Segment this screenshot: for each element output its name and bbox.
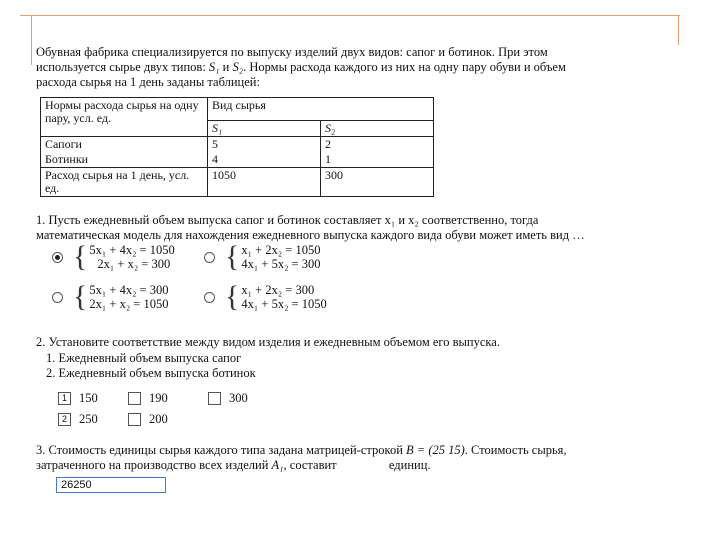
conj-and: и	[222, 60, 230, 74]
q3-text: 3. Стоимость единицы сырья каждого типа задана матрицей-строкой	[36, 443, 403, 457]
row-label: Расход сырья на 1 день, усл. ед.	[41, 168, 208, 197]
problem-page	[36, 45, 686, 491]
answer-box[interactable]: 2	[58, 413, 71, 426]
equation: x₁ + 2x₂ = 300	[241, 283, 315, 297]
brace-icon: {	[73, 240, 88, 273]
matrix-b: B = (25 15)	[406, 443, 465, 457]
frame-right-line	[678, 15, 679, 45]
answer-input[interactable]: 26250	[56, 477, 166, 493]
answer-value: 150	[79, 391, 98, 405]
answer-box[interactable]	[208, 392, 221, 405]
header-s2: S₂	[321, 121, 434, 137]
row-s1: 5	[208, 137, 321, 153]
radio-button-selected[interactable]	[52, 252, 63, 263]
answer-value: 200	[149, 412, 168, 426]
q2-item: 1. Ежедневный объем выпуска сапог	[46, 351, 242, 365]
answer-option[interactable]	[128, 412, 168, 427]
question-2: 2. Установите соответствие между видом изделия и ежедневным объемом его выпуска.	[36, 335, 500, 349]
answer-value: 250	[79, 412, 98, 426]
row-s2: 1	[321, 152, 434, 168]
header-s1: S₁	[208, 121, 321, 137]
equation: x₁ + 2x₂ = 1050	[241, 243, 321, 257]
answer-box[interactable]: 1	[58, 392, 71, 405]
row-label: Ботинки	[41, 152, 208, 168]
intro-line-2	[36, 60, 686, 75]
row-s2: 2	[321, 137, 434, 153]
table-row	[41, 168, 434, 197]
equation-system	[241, 283, 326, 311]
q1-line-2: математическая модель для нахождения ежедневного выпуска каждого вида обуви может иметь вид …	[36, 228, 585, 242]
option-2[interactable]	[204, 240, 321, 273]
option-3[interactable]	[52, 280, 169, 313]
equation: 2x₁ + x₂ = 1050	[89, 297, 169, 311]
equation: 4x₁ + 5x₂ = 300	[241, 257, 321, 271]
frame-left-line	[31, 15, 32, 65]
q3-line-2	[36, 458, 686, 473]
answer-option[interactable]	[58, 391, 98, 406]
table-row	[41, 137, 434, 153]
q1-options	[36, 240, 696, 323]
q3-text: . Стоимость сырья,	[464, 443, 567, 457]
q2-item: 2. Ежедневный объем выпуска ботинок	[46, 366, 256, 380]
q1-line-1: 1. Пусть ежедневный объем выпуска сапог и ботинок составляет x₁ и x₂ соответственно, тогда	[36, 213, 539, 227]
intro-line-3: расхода сырья на 1 день заданы таблицей:	[36, 75, 260, 89]
symbol-a1: A₁	[271, 458, 284, 472]
symbol-s2: S₂	[232, 60, 244, 74]
symbol-s1: S₁	[208, 60, 220, 74]
question-1	[36, 213, 696, 243]
table-row	[41, 152, 434, 168]
answer-box[interactable]	[128, 392, 141, 405]
row-s1: 1050	[208, 168, 321, 197]
q3-line-1	[36, 443, 686, 458]
row-s1: 4	[208, 152, 321, 168]
header-material: Вид сырья	[208, 98, 434, 121]
answer-box[interactable]	[128, 413, 141, 426]
row-label: Сапоги	[41, 137, 208, 153]
answer-value: 300	[229, 391, 248, 405]
equation-system	[241, 243, 320, 271]
equation-system	[89, 243, 174, 271]
intro-line-2b: . Нормы расхода каждого из них на одну пару обуви и объем	[243, 60, 566, 74]
answer-option[interactable]	[58, 412, 98, 427]
radio-button[interactable]	[204, 252, 215, 263]
answer-option[interactable]	[208, 391, 248, 406]
intro-line-1: Обувная фабрика специализируется по выпуску изделий двух видов: сапог и ботинок. При этом	[36, 45, 548, 59]
intro-line-2a: используется сырье двух типов:	[36, 60, 206, 74]
intro-text	[36, 45, 686, 90]
q3-text: затраченного на производство всех изделий	[36, 458, 269, 472]
brace-icon: {	[73, 280, 88, 313]
equation: 2x₁ + x₂ = 300	[97, 257, 171, 271]
q3-text: единиц.	[388, 458, 431, 472]
q3-text: , составит	[283, 458, 337, 472]
answer-value: 190	[149, 391, 168, 405]
row-s2: 300	[321, 168, 434, 197]
option-4[interactable]	[204, 280, 327, 313]
norms-table	[40, 97, 434, 197]
radio-button[interactable]	[204, 292, 215, 303]
q2-items	[46, 351, 256, 381]
q2-answers	[58, 391, 358, 431]
brace-icon: {	[225, 240, 240, 273]
question-3	[36, 443, 686, 473]
equation: 5x₁ + 4x₂ = 1050	[89, 243, 175, 257]
answer-option[interactable]	[128, 391, 168, 406]
header-norms: Нормы расхода сырья на одну пару, усл. ед.	[41, 98, 208, 137]
equation-system	[89, 283, 168, 311]
equation: 4x₁ + 5x₂ = 1050	[241, 297, 327, 311]
brace-icon: {	[225, 280, 240, 313]
radio-button[interactable]	[52, 292, 63, 303]
equation: 5x₁ + 4x₂ = 300	[89, 283, 169, 297]
option-1[interactable]	[52, 240, 175, 273]
frame-top-line	[20, 15, 680, 16]
